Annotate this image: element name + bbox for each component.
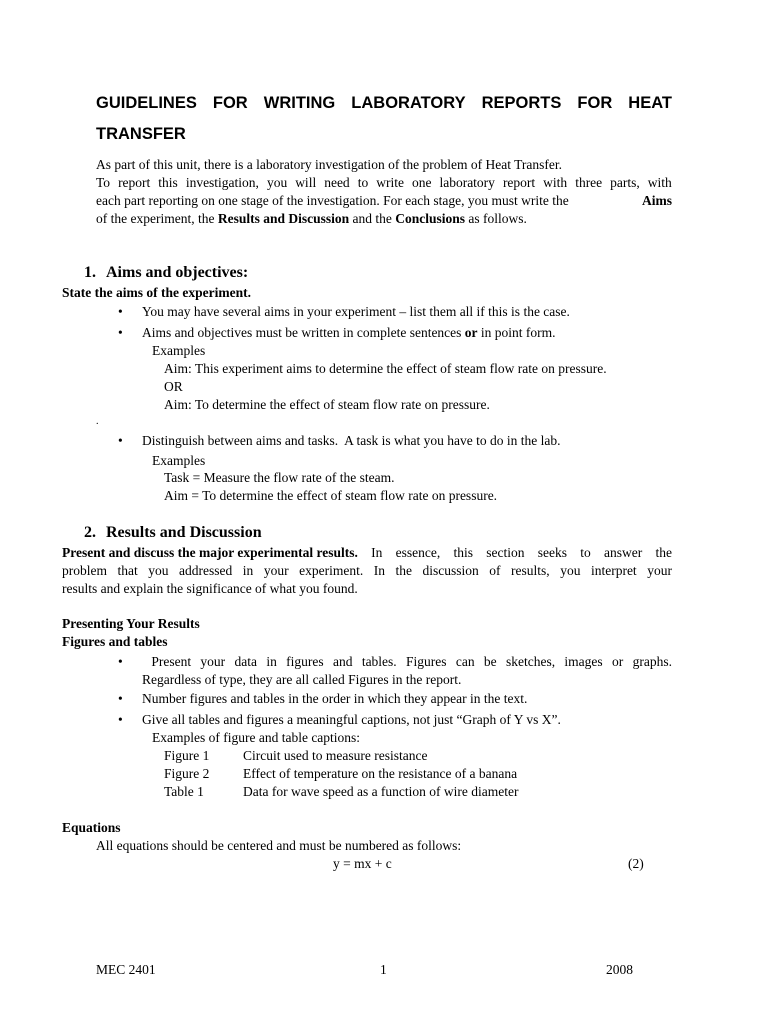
section-number: 1. — [84, 264, 96, 281]
bullet-text: Number figures and tables in the order in which they appear in the text. — [142, 691, 528, 706]
bullet-item — [118, 432, 560, 450]
word: with — [543, 175, 568, 190]
word: interpret — [590, 563, 637, 578]
bullet-icon: • — [118, 304, 123, 319]
intro-text: and the — [349, 211, 396, 226]
caption-text: Effect of temperature on the resistance of a banana — [243, 766, 518, 781]
word: discussion — [422, 563, 479, 578]
example-task: Task = Measure the flow rate of the steam. — [164, 470, 395, 485]
caption-row — [164, 747, 427, 765]
equation-number: (2) — [628, 856, 644, 871]
section-1-heading — [84, 264, 248, 282]
word: FOR — [577, 94, 613, 112]
intro-text: of the experiment, the — [96, 211, 218, 226]
word: be — [483, 654, 497, 669]
word: your — [647, 563, 672, 578]
word: In — [373, 563, 385, 578]
bullet-bold-or: or — [464, 325, 478, 340]
example-aim-1: Aim: This experiment aims to determine the effect of steam flow rate on pressure. — [164, 361, 607, 376]
bullet-item — [118, 324, 556, 342]
word: report — [118, 175, 151, 190]
word: the — [655, 545, 672, 560]
word: you — [148, 563, 169, 578]
bullet-text-continued: Regardless of type, they are all called Figures in the report. — [142, 672, 462, 687]
intro-bold-aims: Aims — [642, 193, 672, 208]
bullet-text: Give all tables and figures a meaningful captions, not just “Graph of Y vs X”. — [142, 712, 561, 727]
word: LABORATORY — [351, 94, 466, 112]
word: figures — [286, 654, 324, 669]
bullet-icon: • — [118, 712, 123, 727]
word: Figures — [406, 654, 447, 669]
word: graphs. — [632, 654, 672, 669]
caption-number: Table 1 — [164, 784, 204, 799]
word: need — [324, 175, 350, 190]
bullet-item — [118, 653, 672, 671]
word: or — [612, 654, 624, 669]
word: this — [453, 545, 473, 560]
intro-text: each part reporting on one stage of the investigation. For each stage, you must write the — [96, 193, 573, 208]
word: REPORTS — [481, 94, 562, 112]
intro-paragraph-2-line1 — [96, 174, 672, 192]
captions-label: Examples of figure and table captions: — [152, 730, 361, 745]
word: with — [647, 175, 672, 190]
stray-mark: . — [96, 416, 99, 427]
caption-row — [164, 765, 517, 783]
footer-course-code: MEC 2401 — [96, 962, 156, 977]
word: HEAT — [628, 94, 672, 112]
section-number: 2. — [84, 524, 96, 541]
intro-paragraph-1: As part of this unit, there is a laboratory investigation of the problem of Heat Transfer. — [96, 157, 563, 172]
word: GUIDELINES — [96, 94, 197, 112]
document-title-line1 — [96, 94, 672, 113]
word: experiment. — [299, 563, 364, 578]
figures-tables-heading: Figures and tables — [62, 634, 168, 649]
word: laboratory — [439, 175, 495, 190]
word: of — [489, 563, 501, 578]
section-2-heading — [84, 524, 262, 542]
word: essence, — [395, 545, 441, 560]
word: your — [200, 654, 226, 669]
bullet-text: in point form. — [477, 325, 556, 340]
word: the — [395, 563, 412, 578]
bullet-icon: • — [118, 325, 123, 340]
word: tables. — [361, 654, 397, 669]
word: this — [158, 175, 178, 190]
bullet-item — [118, 303, 570, 321]
word: WRITING — [263, 94, 336, 112]
word: In — [371, 545, 383, 560]
examples-label: Examples — [152, 453, 206, 468]
word: answer — [604, 545, 643, 560]
word: To — [96, 175, 111, 190]
section-2-paragraph-line2 — [62, 562, 672, 580]
document-title-line2: TRANSFER — [96, 125, 186, 143]
caption-number: Figure 1 — [164, 748, 210, 763]
or-label: OR — [164, 379, 183, 394]
bullet-text: Aims and objectives must be written in complete sentences — [142, 325, 465, 340]
intro-bold-conclusions: Conclusions — [395, 211, 466, 226]
word: seeks — [537, 545, 567, 560]
equations-text: All equations should be centered and must be numbered as follows: — [96, 838, 462, 853]
word: section — [486, 545, 525, 560]
bullet-icon: • — [118, 654, 123, 669]
intro-paragraph-2-line2 — [96, 192, 672, 210]
word: will — [295, 175, 317, 190]
bullet-text: You may have several aims in your experiment – list them all if this is the case. — [142, 304, 570, 319]
intro-paragraph-2-line3 — [96, 210, 672, 228]
word: images — [564, 654, 603, 669]
word: and — [332, 654, 353, 669]
intro-bold-results: Results and Discussion — [217, 211, 350, 226]
example-aim-2: Aim: To determine the effect of steam flow rate on pressure. — [164, 397, 490, 412]
word: three — [575, 175, 603, 190]
footer-page-number: 1 — [380, 962, 387, 977]
word: that — [117, 563, 138, 578]
section-2-bold-lead: Present and discuss the major experimental results. — [62, 545, 358, 560]
section-2-paragraph-line3: results and explain the significance of what you found. — [62, 581, 358, 596]
bullet-icon: • — [118, 691, 123, 706]
bullet-item — [118, 711, 561, 729]
word: results, — [511, 563, 550, 578]
intro-text: as follows. — [465, 211, 527, 226]
word: you — [266, 175, 288, 190]
word: in — [266, 654, 277, 669]
word: to — [580, 545, 591, 560]
caption-row — [164, 783, 519, 801]
caption-text: Data for wave speed as a function of wire diameter — [243, 784, 519, 799]
caption-text: Circuit used to measure resistance — [243, 748, 428, 763]
word: FOR — [212, 94, 248, 112]
bullet-icon: • — [118, 433, 123, 448]
equation: y = mx + c — [333, 856, 392, 871]
word: sketches, — [505, 654, 556, 669]
examples-label: Examples — [152, 343, 206, 358]
example-aim: Aim = To determine the effect of steam flow rate on pressure. — [164, 488, 498, 503]
bullet-text: Distinguish between aims and tasks. A task is what you have to do in the lab. — [142, 433, 561, 448]
word: to — [357, 175, 369, 190]
section-1-subheading: State the aims of the experiment. — [62, 285, 251, 300]
word: report — [502, 175, 536, 190]
section-title: Aims and objectives: — [106, 264, 249, 281]
section-title: Results and Discussion — [106, 524, 262, 541]
equations-heading: Equations — [62, 820, 121, 835]
word: parts, — [610, 175, 640, 190]
word: write — [376, 175, 404, 190]
section-2-paragraph-line1 — [62, 544, 672, 562]
caption-number: Figure 2 — [164, 766, 210, 781]
word: data — [234, 654, 257, 669]
word: problem — [62, 563, 107, 578]
word: can — [455, 654, 475, 669]
word: investigation, — [185, 175, 259, 190]
bullet-item — [118, 690, 527, 708]
word: Present — [151, 654, 192, 669]
word: you — [560, 563, 581, 578]
footer-year: 2008 — [606, 962, 633, 977]
word: one — [411, 175, 432, 190]
presenting-results-heading: Presenting Your Results — [62, 616, 200, 631]
word: in — [242, 563, 254, 578]
word: addressed — [179, 563, 233, 578]
word: your — [263, 563, 289, 578]
